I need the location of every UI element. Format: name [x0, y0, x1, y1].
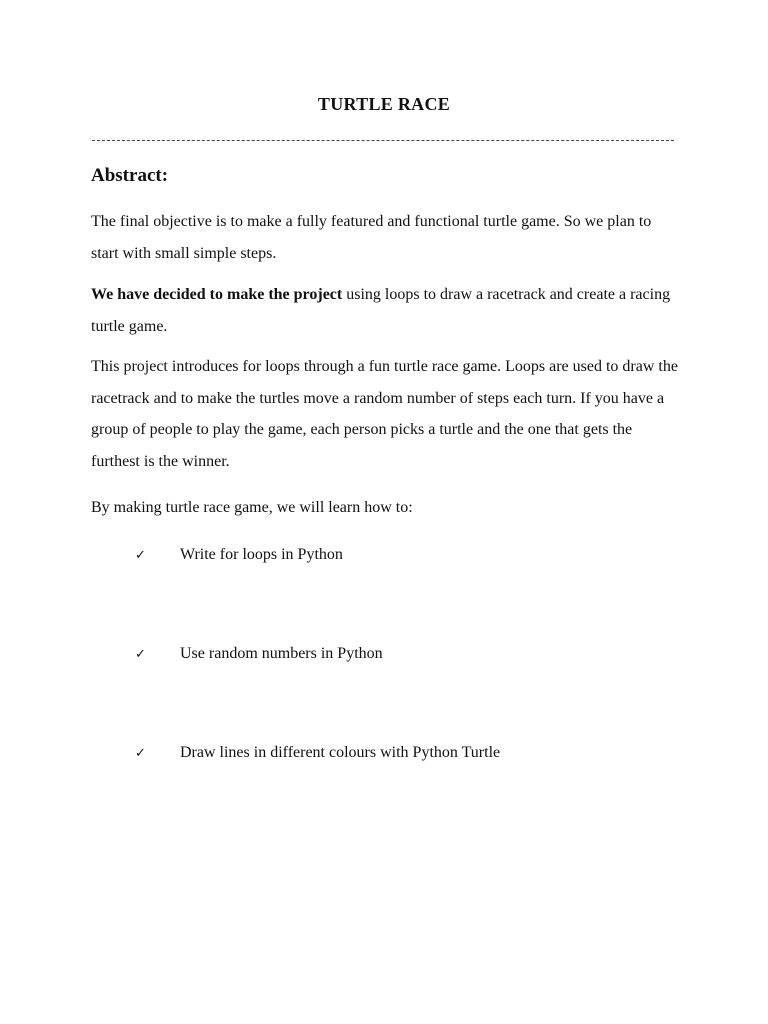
dashed-divider [92, 140, 674, 141]
paragraph-objective: The final objective is to make a fully featured and functional turtle game. So we plan to start with small simple steps. [91, 213, 652, 262]
checklist-item-text: Write for loops in Python [180, 546, 343, 563]
paragraph-project-decision [91, 279, 681, 342]
paragraph-bold-lead: We have decided to make the project [91, 286, 343, 303]
paragraph-introduction: This project introduces for loops through a fun turtle race game. Loops are used to draw the racetrack and to make the turtles move a random number of steps each turn. If you have a group of people to play the game, each person picks a turtle and the one that gets the furthest is the winner. [91, 358, 678, 470]
paragraph-learn-intro: By making turtle race game, we will learn how to: [91, 499, 413, 516]
checkmark-icon: ✓ [135, 647, 146, 662]
abstract-heading: Abstract: [91, 165, 169, 186]
checklist-item [0, 546, 768, 570]
document-title: TURTLE RACE [317, 94, 451, 114]
checklist-item [0, 645, 768, 669]
checklist-item [0, 744, 768, 768]
checklist-item-text: Use random numbers in Python [180, 645, 383, 662]
checklist-item-text: Draw lines in different colours with Python Turtle [180, 744, 501, 761]
paragraph-rest: using loops to draw a racetrack and create a racing turtle game. [91, 286, 671, 335]
checkmark-icon: ✓ [135, 746, 146, 761]
checkmark-icon: ✓ [135, 548, 146, 563]
